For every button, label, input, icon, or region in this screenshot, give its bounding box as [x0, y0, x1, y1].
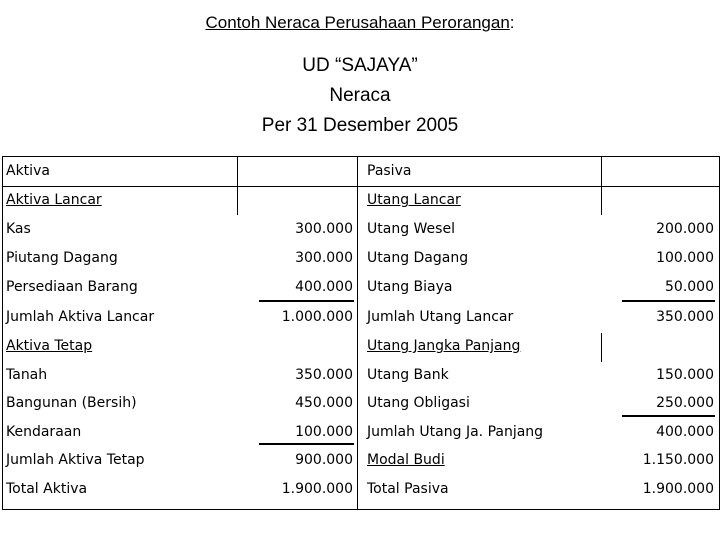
page-title	[0, 13, 720, 33]
asset-value: 100.000	[295, 424, 353, 440]
liability-value: 1.150.000	[642, 452, 714, 468]
table-border-bottom	[2, 509, 720, 510]
table-divider-e	[601, 333, 602, 362]
table-divider-d	[601, 186, 602, 215]
asset-value: 900.000	[295, 452, 353, 468]
liability-value: 250.000	[656, 395, 714, 411]
asset-label: Jumlah Aktiva Tetap	[6, 452, 145, 468]
asset-value: 400.000	[295, 279, 353, 295]
asset-value: 1.000.000	[281, 309, 353, 325]
subtotal-rule	[622, 415, 715, 417]
asset-label: Tanah	[6, 367, 48, 383]
liabilities-header: Pasiva	[367, 163, 412, 179]
subtotal-rule	[622, 300, 715, 302]
asset-value: 350.000	[295, 367, 353, 383]
liability-value: 400.000	[656, 424, 714, 440]
current-liabilities-header: Utang Lancar	[367, 192, 461, 208]
table-header-line	[2, 186, 720, 187]
liability-label: Utang Bank	[367, 367, 449, 383]
asset-value: 450.000	[295, 395, 353, 411]
liability-label: Utang Dagang	[367, 250, 469, 266]
table-center-divider	[357, 156, 358, 510]
asset-label: Persediaan Barang	[6, 279, 138, 295]
liability-label: Utang Wesel	[367, 221, 455, 237]
title-suffix: :	[509, 13, 515, 32]
long-term-liabilities-header: Utang Jangka Panjang	[367, 338, 521, 354]
liability-value: 100.000	[656, 250, 714, 266]
liability-value: 350.000	[656, 309, 714, 325]
subtotal-rule	[259, 300, 354, 302]
liability-value: 200.000	[656, 221, 714, 237]
subtotal-rule	[259, 443, 354, 445]
balance-sheet-table	[0, 156, 720, 510]
table-border-left	[2, 156, 3, 510]
liability-value: 50.000	[665, 279, 714, 295]
table-divider-b	[601, 156, 602, 186]
document-date: Per 31 Desember 2005	[261, 115, 459, 136]
asset-value: 300.000	[295, 250, 353, 266]
total-assets-value: 1.900.000	[281, 481, 353, 497]
current-assets-header: Aktiva Lancar	[6, 192, 102, 208]
fixed-assets-header: Aktiva Tetap	[6, 338, 93, 354]
document-type: Neraca	[329, 85, 391, 106]
company-name: UD “SAJAYA”	[302, 55, 418, 76]
asset-label: Piutang Dagang	[6, 250, 118, 266]
table-divider-c	[237, 186, 238, 215]
liability-label: Utang Obligasi	[367, 395, 470, 411]
total-assets-label: Total Aktiva	[6, 481, 88, 497]
title-main: Contoh Neraca Perusahaan Perorangan	[205, 13, 510, 32]
total-liabilities-value: 1.900.000	[642, 481, 714, 497]
liability-label: Modal Budi	[367, 452, 445, 468]
asset-label: Kendaraan	[6, 424, 82, 440]
liability-label: Jumlah Utang Ja. Panjang	[367, 424, 544, 440]
liability-label: Jumlah Utang Lancar	[367, 309, 514, 325]
assets-header: Aktiva	[6, 163, 50, 179]
table-border-top	[2, 156, 720, 157]
asset-value: 300.000	[295, 221, 353, 237]
liability-value: 150.000	[656, 367, 714, 383]
liability-label: Utang Biaya	[367, 279, 453, 295]
total-liabilities-label: Total Pasiva	[367, 481, 449, 497]
table-divider-a	[237, 156, 238, 186]
asset-label: Kas	[6, 221, 31, 237]
asset-label: Bangunan (Bersih)	[6, 395, 137, 411]
asset-label: Jumlah Aktiva Lancar	[6, 309, 155, 325]
